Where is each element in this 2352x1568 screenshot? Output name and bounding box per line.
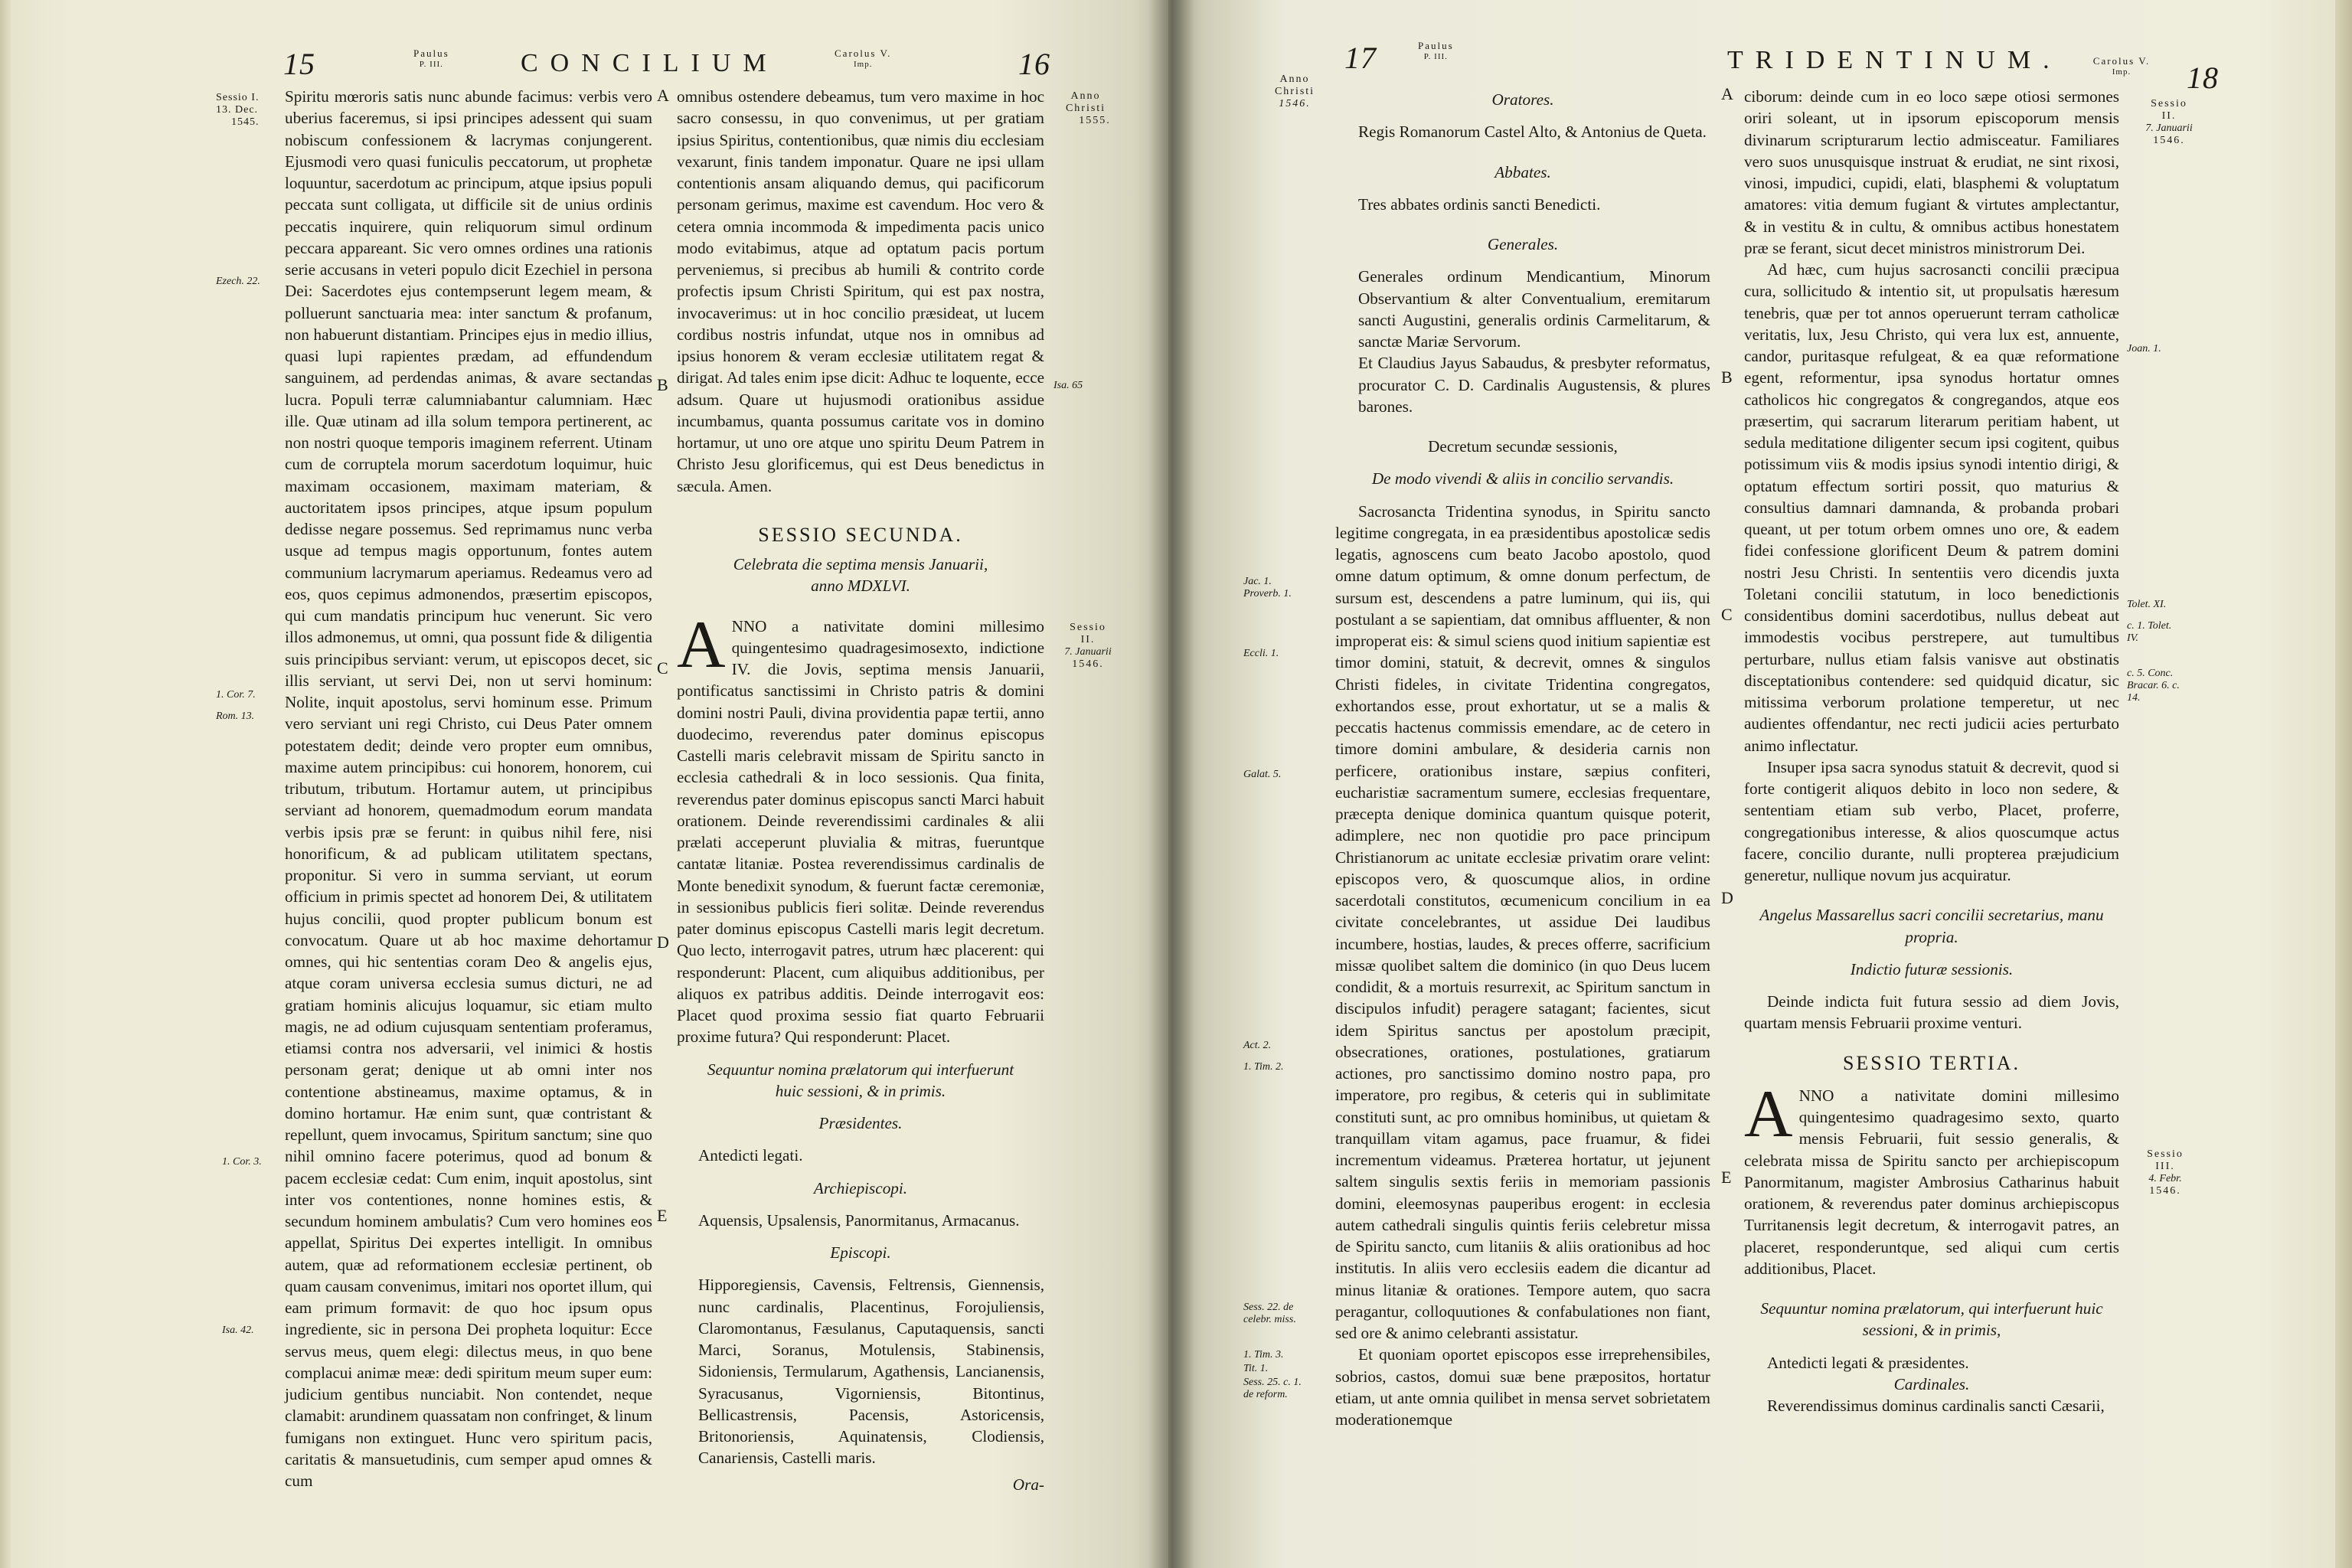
- body-text: Hipporegiensis, Cavensis, Feltrensis, Giennensis, nunc cardinalis, Placentinus, Forojuliensis, Claromontanus, Fæsulanus, Caputaquensis, sancti Marci, Soranus, Motulensis, Stabinensis, Sidoniensis, Termularum, Agathensis, Lancianensis, Syracusanus, Vigorniensis, Bitontinus, Bellicastrensis, Pacensis, Astoricensis, Britonoriensis, Aquinatensis, Clodiensis, Canariensis, Castelli maris.: [698, 1276, 1044, 1468]
- margin-note: Rom. 13.: [216, 710, 255, 722]
- margin-note: Jac. 1.: [1243, 576, 1272, 587]
- body-text: Aquensis, Upsalensis, Panormitanus, Armacanus.: [698, 1210, 1020, 1230]
- margin-note: Tolet. XI.: [2127, 599, 2167, 610]
- header-carolus: Carolus V. Imp.: [835, 47, 892, 69]
- names-heading: Sequuntur nomina prælatorum, qui interfuerunt huic sessioni, & in primis,: [1760, 1299, 2103, 1340]
- margin-note: 1. Cor. 7.: [216, 689, 256, 701]
- drop-cap: A: [677, 607, 726, 682]
- subheading: Oratores.: [1491, 90, 1554, 109]
- text-column-2: [677, 86, 1044, 1510]
- margin-note-sessio: Sessio II. 7. Januarii 1546.: [1064, 622, 1112, 670]
- subheading: Episcopi.: [830, 1243, 891, 1262]
- section-letter: E: [1721, 1168, 1732, 1187]
- body-text: Ad hæc, cum hujus sacrosancti concilii præcipua cura, sollicitudo & intentio sit, ut propulsatis hæresum tenebris, quæ per tot annos operuerunt terram catholicæ veritatis, lux, Jesu Christo, qui vera lux est, annuente, candor, puritasque refulgeat, & ea quæ reformatione egent, reformentur, ipsa synodus hortatur omnes catholicos hic congregatos & congregandos, atque eos præsertim, qui sacrarum literarum peritiam habent, ut sedula meditatione diligenter secum ipsi cogitent, quibus potissimum viis & modis ipsius synodi intentio dirigi, & optatum effectum sortiri possit, quo maturius & consultius damnari damnanda, & probanda probari queant, ut per totum orbem omnes uno ore, & eadem fidei confessione glorificent Deum & patrem domini nostri Jesu Christi. In sententiis vero dicendis juxta Toletani concilii statutum, in loco benedictionis considentibus domini sacerdotibus, nullus debeat aut immodestis vocibus perstrepere, aut tumultibus perturbare, nullus etiam falsis vanisve aut obstinatis disceptationibus contendere: sed quidquid dicatur, sic mitissima verborum prolatione temperetur, ut nec audientes offendantur, nec recti judicii acies perturbato animo inflectatur.: [1744, 260, 2119, 755]
- text-column-2: [1744, 86, 2119, 1525]
- margin-note-sessio: Sessio I. 13. Dec. 1545.: [216, 92, 260, 128]
- body-text: Tres abbates ordinis sancti Benedicti.: [1358, 194, 1601, 214]
- margin-note-anno: Anno Christi 1555.: [1065, 90, 1111, 126]
- body-text: ciborum: deinde cum in eo loco sæpe otiosi sermones oriri soleant, ut in ipsorum episcoporum mensis divinarum scripturarum lectio admisceatur. Familiares vero suos unusquisque instruat & erudiat, ne sint rixosi, vinosi, impudici, cupidi, elati, blasphemi & voluptatum amatores: vitia demum fugiant & virtutes amplectantur, & in vestitu & in cultu, & omnibus actibus honestatem præ se ferant, sicut decet ministros ministrorum Dei.: [1744, 87, 2119, 257]
- subheading: Indictio futuræ sessionis.: [1850, 959, 2014, 978]
- body-text: Antedicti legati.: [698, 1146, 803, 1165]
- drop-cap: A: [1744, 1076, 1793, 1152]
- margin-note-anno: Anno Christi 1546.: [1274, 74, 1315, 109]
- page-running-title: CONCILIUM: [521, 49, 779, 77]
- margin-note: Proverb. 1.: [1243, 588, 1292, 599]
- margin-note: Isa. 65: [1054, 380, 1083, 391]
- subheading: Præsidentes.: [818, 1114, 903, 1132]
- margin-note: 1. Tim. 2.: [1243, 1061, 1284, 1073]
- body-text: Sacrosancta Tridentina synodus, in Spiritu sancto legitime congregata, in ea præsidentibus apostolicæ sedis legatis, agnoscens cum beato Jacobo apostolo, quod omne datum optimum, & omne donum perfectum, de sursum est, descendens a patre luminum, qui iis, qui postulant a se sapientiam, dat omnibus affluenter, & non improperat eis: & simul sciens quod initium sapientiæ est timor domini, statuit, & decrevit, omnes & singulos Christi fideles, in civitate Tridentina congregatos, exhortandos esse, prout exhortatur, ut se a malis & peccatis hactenus commissis emendare, ac de cetero in timore domini ambulare, & desideria carnis non perficere, orationibus instare, sæpius confiteri, eucharistiæ sacramentum sumere, ecclesias frequentare, præcepta denique dominica quantum quisque poterit, adimplere, nec non quotidie pro pace principum Christianorum ac unitate ecclesiæ privatim orare velint: episcopos vero, & quoscumque alios, in ordine sacerdotali constitutos, œcumenicum concilium in ea civitate concelebrantes, ut assidue Dei laudibus incumbere, hostias, laudes, & preces offerre, sacrificium missæ quolibet saltem die dominico (in quo Deus lucem condidit, & a mortuis resurrexit, ac Spiritum sanctum in discipulos infudit) peragere satagant; facientes, sicut idem Spiritus sanctus per apostolum præcipit, obsecrationes, orationes, postulationes, gratiarum actiones, pro sanctissimo domino nostro papa, pro imperatore, pro regibus, & ceteris qui in sublimitate constituti sunt, ac pro omnibus hominibus, ut quietam & tranquillam vitam agamus, pace fruamur, & fidei incrementum videamus. Præterea hortatur, ut jejunent saltem singulis sextis feriis in memoriam passionis domini, eleemosynas pauperibus erogent: in ecclesia autem cathedrali singulis quintis feriis celebretur missa de Spiritu sancto, cum litaniis & aliis orationibus ad hoc institutis. In aliis vero ecclesiis eadem die dicantur ad minus litaniæ & orationes. Tempore autem, quo sacra peragantur, colloquutiones & confabulationes non fiant, sed ore & animo celebranti assistatur.: [1335, 501, 1710, 1342]
- page-number: 18: [2187, 60, 2219, 95]
- body-text: Reverendissimus dominus cardinalis sancti Cæsarii,: [1767, 1396, 2105, 1415]
- margin-note: 1. Tim. 3.: [1243, 1349, 1284, 1361]
- margin-note-sessio: Sessio III. 4. Febr. 1546.: [2147, 1148, 2184, 1197]
- left-header: [283, 40, 1064, 86]
- margin-note: Isa. 42.: [222, 1325, 254, 1336]
- text-column-1: [285, 86, 652, 1490]
- body-text: omnibus ostendere debeamus, tum vero maxime in hoc sacro consessu, in quo convenimus, ut per gratiam ipsius Spiritus, contentionibus, quæ nimis diu ecclesiam vexarunt, finis tandem imponatur. Quare ne ipsi ullam contentionis ansam aliquando demus, qui pacificorum personam gerimus, maxime est cavendum. Hoc vero & cetera omnia incommoda & impedimenta pacis unico modo evitabimus, atque ad optatum pacis portum perveniemus, si precibus ab humili & contrito corde profectis ipsum Christi Spiritum, qui est pax nostra, invocaverimus: ut in hoc concilio præsideat, ut lucem cordibus nostris infundat, utque nos in omnibus ad ipsius honorem & veram ecclesiæ utilitatem regat & dirigat. Ad tales enim ipse dicit: Adhuc te loquente, ecce adsum. Quare ut hujusmodi orationibus assidue incumbamus, quanta possumus caritate vos in domino hortamur, ut uno ore atque uno spiritu Deum Patrem in Christo Jesu glorificemus, qui est Deus benedictus in sæcula. Amen.: [677, 87, 1044, 495]
- section-letter: E: [657, 1206, 668, 1225]
- signature-line: Angelus Massarellus sacri concilii secretarius, manu propria.: [1759, 906, 2104, 946]
- page-running-title: TRIDENTINUM.: [1727, 46, 2062, 74]
- margin-note: Sess. 25. c. 1. de reform.: [1243, 1377, 1302, 1400]
- header-paulus: Paulus P. III.: [413, 47, 449, 69]
- body-text: ANNO a nativitate domini millesimo quingentesimo quadragesimo sexto, quarto mensis Februarii, fuit sessio generalis, & celebrata missa de Spiritu sancto per archiepiscopum Panormitanum, magister Ambrosius Catharinus habuit orationem, & reverendus pater dominus archiepiscopus Turritanensis legit decretum, & interrogavit patres, an placeret, responderuntque, sed aliqui cum certis additionibus, Placet.: [1744, 1076, 2119, 1278]
- body-text: Insuper ipsa sacra synodus statuit & decrevit, quod si forte contigerit aliquos debito in loco non sedere, & sententiam etiam sub verbo, Placet, proferre, congregationibus interesse, & alios quoscumque actus facere, concilio durante, nulli propterea præjudicium generetur, nullique novum jus acquiratur.: [1744, 757, 2119, 884]
- subheading: Cardinales.: [1893, 1374, 1970, 1393]
- subheading: De modo vivendi & aliis in concilio servandis.: [1371, 469, 1674, 488]
- header-carolus: Carolus V. Imp.: [2092, 55, 2151, 77]
- body-text: Et quoniam oportet episcopos esse irreprehensibiles, sobrios, castos, domui suæ bene præpositos, hortatur etiam, ut ante omnia quilibet in mensa servet sobrietatem moderationemque: [1335, 1345, 1710, 1429]
- section-subtitle: Celebrata die septima mensis Januarii, anno MDXLVI.: [733, 555, 988, 596]
- body-text: Antedicti legati & præsidentes.: [1767, 1353, 1969, 1372]
- page-edge: [0, 0, 11, 1568]
- right-header: [1344, 40, 2219, 95]
- margin-note: Ezech. 22.: [216, 276, 260, 287]
- margin-note: Act. 2.: [1243, 1040, 1272, 1051]
- body-text: Generales ordinum Mendicantium, Minorum Observantium & alter Conventualium, eremitarum sancti Augustini, generalis ordinis Carmelitarum, & sanctæ Mariæ Servorum.: [1358, 267, 1710, 351]
- page-number: 17: [1344, 41, 1377, 75]
- book-gutter: [1148, 0, 1194, 1568]
- page-number: 15: [283, 47, 315, 81]
- body-text: Deinde indicta fuit futura sessio ad diem Jovis, quartam mensis Februarii proxime venturi.: [1744, 992, 2119, 1033]
- section-letter: B: [1721, 368, 1733, 387]
- section-letter: C: [657, 658, 668, 678]
- margin-note-sessio: Sessio II. 7. Januarii 1546.: [2145, 98, 2193, 146]
- text-column-1: [1335, 89, 1710, 1513]
- subheading: Archiepiscopi.: [813, 1178, 908, 1197]
- margin-note: c. 1. Tolet. IV.: [2127, 620, 2172, 644]
- section-heading: SESSIO SECUNDA.: [758, 523, 963, 546]
- right-page: [1168, 0, 2352, 1568]
- margin-note: Eccli. 1.: [1243, 648, 1279, 659]
- margin-note: Sess. 22. de celebr. miss.: [1243, 1302, 1296, 1325]
- margin-note: c. 5. Conc. Bracar. 6. c. 14.: [2127, 668, 2180, 704]
- section-letter: A: [1721, 84, 1733, 103]
- names-heading: Sequuntur nomina prælatorum qui interfuerunt huic sessioni, & in primis.: [707, 1060, 1014, 1100]
- section-letter: C: [1721, 605, 1733, 624]
- header-paulus: Paulus P. III.: [1418, 40, 1454, 61]
- margin-note: Joan. 1.: [2127, 343, 2161, 354]
- body-text: Et Claudius Jayus Sabaudus, & presbyter reformatus, procurator C. D. Cardinalis Augustensis, & plures barones.: [1358, 354, 1710, 416]
- subheading: Generales.: [1487, 235, 1559, 253]
- section-letter: B: [657, 375, 668, 394]
- body-text: Regis Romanorum Castel Alto, & Antonius de Queta.: [1358, 122, 1707, 142]
- subheading: Abbates.: [1494, 162, 1551, 181]
- page-edge: [2335, 0, 2352, 1568]
- section-letter: D: [657, 933, 669, 952]
- section-letter: A: [657, 86, 669, 105]
- body-text: Spiritu mœroris satis nunc abunde facimus: verbis vero uberius faceremus, si ipsi principes adessent qui suam nobiscum confessionem & lacrymas conjungerent. Ejusmodi vero quasi funiculis peccatorum, ut prophetæ loquuntur, sacerdotum ac principum, atque ipsius populi peccata sunt colligata, ut difficile sit de unius ordinis peccatis inquirere, quin reliquorum simul ordinum peccara appareant. Sic vero omnes ordines una rationis serie accusans in veteri populo dicit Ezechiel in persona Dei: Sacerdotes ejus contempserunt legem meam, & polluerunt sanctuaria mea: inter sanctum & profanum, non habuerunt distantiam. Principes ejus in medio illius, quasi lupi rapientes prædam, ad effundendum sanguinem, ad perdendas animas, & avare sectandas lucra. Populi terræ calumniabantur calumniam. Hæc ille. Quæ utinam ad illa solum tempora pertinerent, ac non nostri quoque temporis imaginem referrent. Utinam cum de corruptela morum sacerdotum loquimur, huic maximam occasionem, maximam materiam, & auctoritatem ipsos principes, atque ipsum populum dedisse negare possemus. Sed reprimamus nunc verba usque ad tempus magis opportunum, fontes autem communium lacrymarum aperiamus. Redeamus vero ad eos, quos cepimus admonendos, præsertim episcopos, qui cum mandatis principum huc venerunt. Sic vero illos admonemus, ut omni, qua possunt fide & diligentia suis principibus serviant: verum, ut episcopos decet, sic illis serviant, ut servi Dei, non ut servi hominum: Nolite, inquit apostolus, servi hominum esse. Primum vero serviant uni regi Christo, cui Deus Pater omnem potestatem dedit; deinde vero propter eum omnibus, maxime autem principibus: cui honorem, honorem, cui tributum, tributum. Hortamur autem, ut principibus serviant ad honorem, quemadmodum eorum mandata verbis ipsis præ se ferunt: in quibus nihil fere, nisi honorificum, & ad publicam utilitatem spectans, proponitur. Si vero in summa serviant, ut eorum officium in primis spectet ad honorem Dei, & utilitatem hujus concilii, quod propter publicum bonum est convocatum. Quare ut ab hoc maxime dehortamur omnes, qui hic sententias coram Deo & angelis ejus, atque coram universa ecclesia sumus dicturi, ne ad gratiam hominis alicujus loquamur, sic etiam multo magis, ne ad odium cujusquam sententiam proferamus, etiamsi contra nos adversarii, vel inimici & hostis personam gerat; denique ut ab omni inter nos contentione abstineamus, maxime optamus, & in domino hortamur. Hæ enim sunt, quæ contristant & repellunt, quem invocamus, Spiritum sanctum; sine quo nihil omnino facere poterimus, quod ad bonum & pacem ecclesiæ cedat: Cum enim, inquit apostolus, sint inter vos contentiones, nonne homines estis, & secundum hominem ambulatis? Cum vero homines eos appellat, Spiritus Dei expertes intelligit. In omnibus autem, quæ ad reformationem ecclesiæ pertinent, ob quam causam convenimus, imitari nos oportet illum, qui eam primum formavit: de quo hoc ipsum opus ingrediente, sic in persona Dei propheta loquitur: Ecce servus meus, quem elegi: dilectus meus, in quo bene complacui animæ meæ: dedi spiritum meum super eum: judicium gentibus nunciabit. Non contendet, neque clamabit: arundinem quassatam non confringet, & linum fumigans non extinguet. Hunc vero spiritum pacis, caritatis & mansuetudinis, cum semper apud omnes & cum: [285, 87, 652, 1490]
- margin-note: 1. Cor. 3.: [222, 1156, 262, 1168]
- left-page: [0, 0, 1168, 1568]
- body-text: ANNO a nativitate domini millesimo quingentesimo quadragesimosexto, indictione IV. die Jovis, septima mensis Januarii, pontificatus sanctissimi in Christo patris & domini domini nostri Pauli, divina providentia papæ tertii, anno duodecimo, reverendus pater dominus episcopus Castelli maris celebravit missam de Spiritu sancto in ecclesia cathedrali & in loco sessionis. Qua finita, reverendus pater dominus episcopus sancti Marci habuit orationem. Deinde reverendissimi cardinales & alii prælati acceperunt pluvialia & mitras, fueruntque cantatæ litaniæ. Postea reverendissimus cardinalis de Monte benedixit synodum, & fuerunt factæ ceremoniæ, in sessionibus publicis fieri solitæ. Deinde reverendus pater dominus episcopus Castelli maris legit decretum. Quo lecto, interrogavit patres, utrum hæc placerent: qui responderunt: Placent, cum aliquibus additionibus, per aliquos ex patribus additis. Deinde interrogavit eos: Placet quod proxima sessio fiat quarto Februarii proxime futura? Qui responderunt: Placet.: [677, 607, 1044, 1047]
- page-number: 16: [1018, 47, 1050, 81]
- margin-note: Tit. 1.: [1243, 1363, 1269, 1374]
- section-heading: SESSIO TERTIA.: [1842, 1051, 2021, 1074]
- section-letter: D: [1721, 888, 1733, 907]
- catchword: Ora-: [1012, 1475, 1044, 1494]
- margin-note: Galat. 5.: [1243, 769, 1282, 780]
- subheading: Decretum secundæ sessionis,: [1428, 437, 1618, 456]
